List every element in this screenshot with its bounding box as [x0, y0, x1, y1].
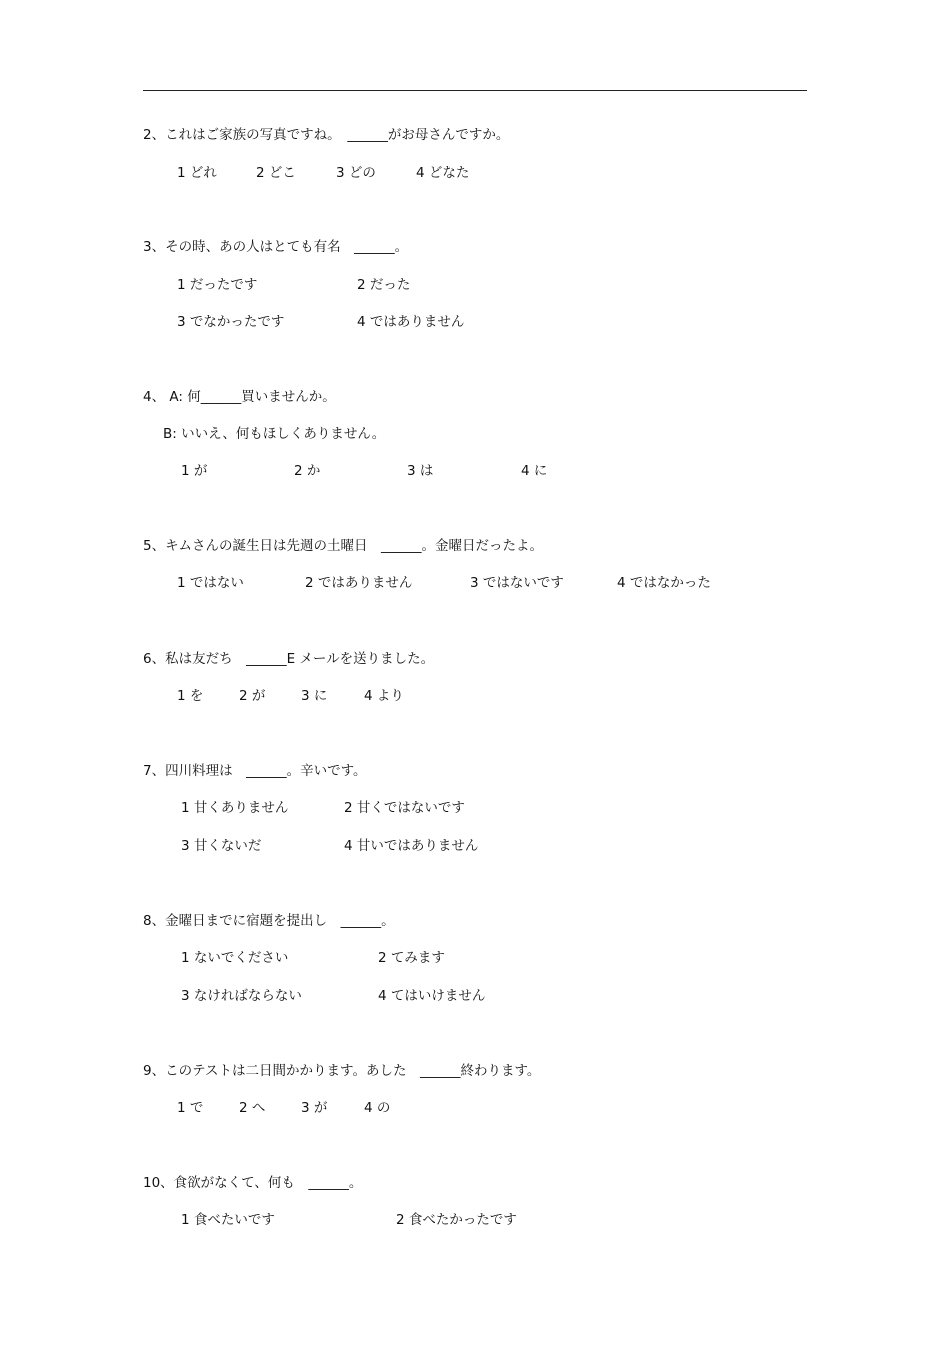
question-5-option-4: 4 ではなかった: [617, 575, 711, 591]
question-10-option-1: 1 食べたいです: [181, 1212, 275, 1228]
question-3-option-4: 4 ではありません: [357, 314, 465, 330]
question-9-option-1: 1 で: [177, 1100, 204, 1116]
question-2-option-2: 2 どこ: [256, 165, 296, 181]
question-7-option-2: 2 甘くではないです: [344, 800, 465, 816]
question-4-option-2: 2 か: [294, 463, 321, 479]
question-3-option-2: 2 だった: [357, 277, 411, 293]
question-6-option-1: 1 を: [177, 688, 204, 704]
question-4-option-3: 3 は: [407, 463, 434, 479]
question-2-option-3: 3 どの: [336, 165, 376, 181]
question-9-option-3: 3 が: [301, 1100, 328, 1116]
question-8-stem: 8、金曜日までに宿題を提出し ______。: [143, 913, 395, 929]
question-8-option-2: 2 てみます: [378, 950, 445, 966]
question-7-option-3: 3 甘くないだ: [181, 838, 262, 854]
question-6-option-3: 3 に: [301, 688, 328, 704]
question-10-stem: 10、食欲がなくて、何も ______。: [143, 1175, 363, 1191]
question-4-option-4: 4 に: [521, 463, 548, 479]
question-3-option-3: 3 でなかったです: [177, 314, 285, 330]
question-7-option-1: 1 甘くありません: [181, 800, 289, 816]
question-4-stem: 4、 A: 何______買いませんか。: [143, 389, 336, 405]
question-3-stem: 3、その時、あの人はとても有名 ______。: [143, 239, 409, 255]
question-6-option-2: 2 が: [239, 688, 266, 704]
question-7-option-4: 4 甘いではありません: [344, 838, 479, 854]
question-9-option-2: 2 へ: [239, 1100, 266, 1116]
question-6-option-4: 4 より: [364, 688, 404, 704]
question-4-option-1: 1 が: [181, 463, 208, 479]
question-5-option-1: 1 ではない: [177, 575, 244, 591]
question-2-stem: 2、これはご家族の写真ですね。 ______がお母さんですか。: [143, 127, 510, 143]
question-10-option-2: 2 食べたかったです: [396, 1212, 517, 1228]
question-2-option-1: 1 どれ: [177, 165, 217, 181]
question-5-option-2: 2 ではありません: [305, 575, 413, 591]
question-8-option-1: 1 ないでください: [181, 950, 289, 966]
question-4-stem-b: B: いいえ、何もほしくありません。: [163, 426, 386, 442]
question-7-stem: 7、四川料理は ______。辛いです。: [143, 763, 367, 779]
question-9-stem: 9、このテストは二日間かかります。あした ______終わります。: [143, 1063, 541, 1079]
question-6-stem: 6、私は友だち ______E メールを送りました。: [143, 651, 435, 667]
question-5-option-3: 3 ではないです: [470, 575, 564, 591]
question-5-stem: 5、キムさんの誕生日は先週の土曜日 ______。金曜日だったよ。: [143, 538, 543, 554]
question-8-option-3: 3 なければならない: [181, 988, 302, 1004]
question-2-option-4: 4 どなた: [416, 165, 470, 181]
question-9-option-4: 4 の: [364, 1100, 391, 1116]
question-8-option-4: 4 てはいけません: [378, 988, 486, 1004]
header-rule: [143, 90, 807, 91]
question-3-option-1: 1 だったです: [177, 277, 258, 293]
